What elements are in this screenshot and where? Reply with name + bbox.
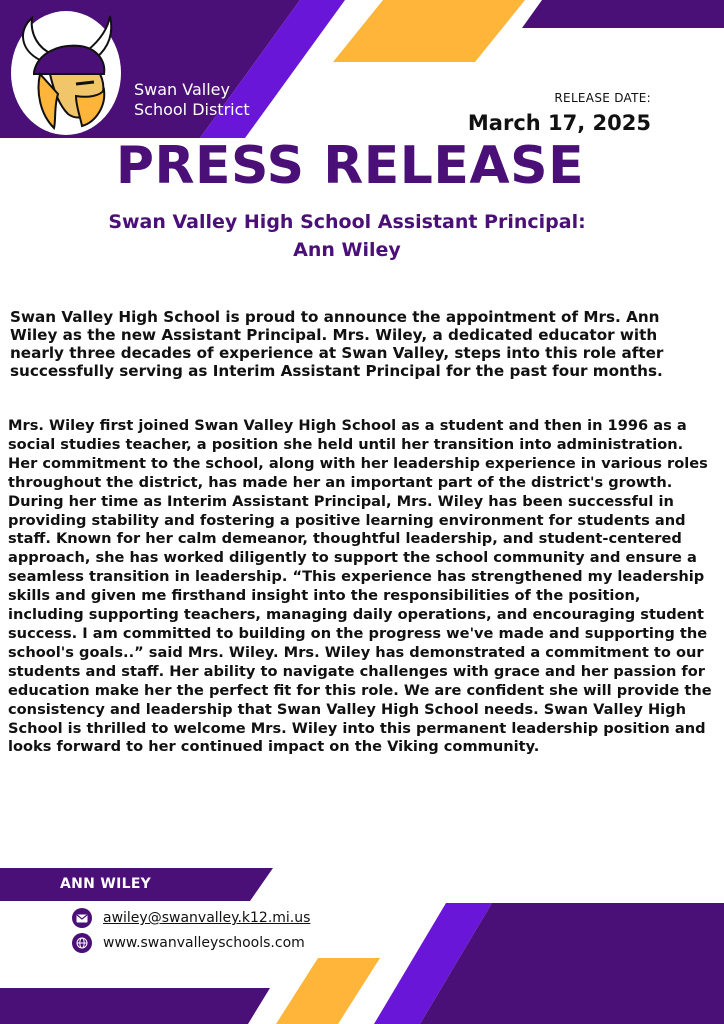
district-line-2: School District	[134, 100, 250, 119]
page-title: PRESS RELEASE	[115, 136, 585, 196]
release-date: March 17, 2025	[467, 111, 651, 135]
district-line-1: Swan Valley	[134, 80, 230, 99]
globe-icon	[72, 933, 92, 953]
contact-website-link[interactable]: www.swanvalleyschools.com	[103, 935, 305, 951]
contact-name: ANN WILEY	[60, 876, 152, 892]
footer-gold-stripe	[276, 958, 380, 1024]
viking-logo	[10, 10, 122, 136]
intro-paragraph: Swan Valley High School is proud to announce the appointment of Mrs. Ann Wiley as the new Assistant Principal. Mrs. Wiley, a dedicated educator with nearly three decades of experience at Swan Valley, steps into this role after successfully serving as Interim Assistant Principal for the past four months.	[10, 308, 664, 380]
release-date-label: RELEASE DATE:	[554, 91, 651, 105]
email-row	[72, 908, 310, 928]
subtitle-line-2: Ann Wiley	[293, 239, 401, 261]
footer-left-bar	[0, 988, 270, 1024]
website-row	[72, 933, 305, 953]
envelope-icon	[72, 908, 92, 928]
body-paragraph: Mrs. Wiley first joined Swan Valley High School as a student and then in 1996 as a social studies teacher, a position she held until her transition into administration. Her commitment to the school, along with her leadership experience in various roles throughout the district, has made her an important part of the district's growth. During her time as Interim Assistant Principal, Mrs. Wiley has been successful in providing stability and fostering a positive learning environment for students and staff. Known for her calm demeanor, thoughtful leadership, and student-centered approach, she has worked diligently to support the school community and ensure a seamless transition in leadership. “This experience has strengthened my leadership skills and given me firsthand insight into the responsibilities of the position, including supporting teachers, managing daily operations, and encouraging student success. I am committed to building on the progress we've made and supporting the school's goals..” said Mrs. Wiley. Mrs. Wiley has demonstrated a commitment to our students and staff. Her ability to navigate challenges with grace and her passion for education make her the perfect fit for this role. We are confident she will provide the consistency and leadership that Swan Valley High School needs. Swan Valley High School is thrilled to welcome Mrs. Wiley into this permanent leadership position and looks forward to her continued impact on the Viking community.	[8, 417, 712, 756]
header-right-purple	[522, 0, 724, 28]
subtitle-line-1: Swan Valley High School Assistant Principal:	[108, 211, 586, 233]
district-name	[134, 80, 284, 120]
contact-email-link[interactable]: awiley@swanvalley.k12.mi.us	[103, 910, 311, 926]
subtitle	[0, 208, 694, 264]
header-gold-stripe	[333, 0, 525, 62]
